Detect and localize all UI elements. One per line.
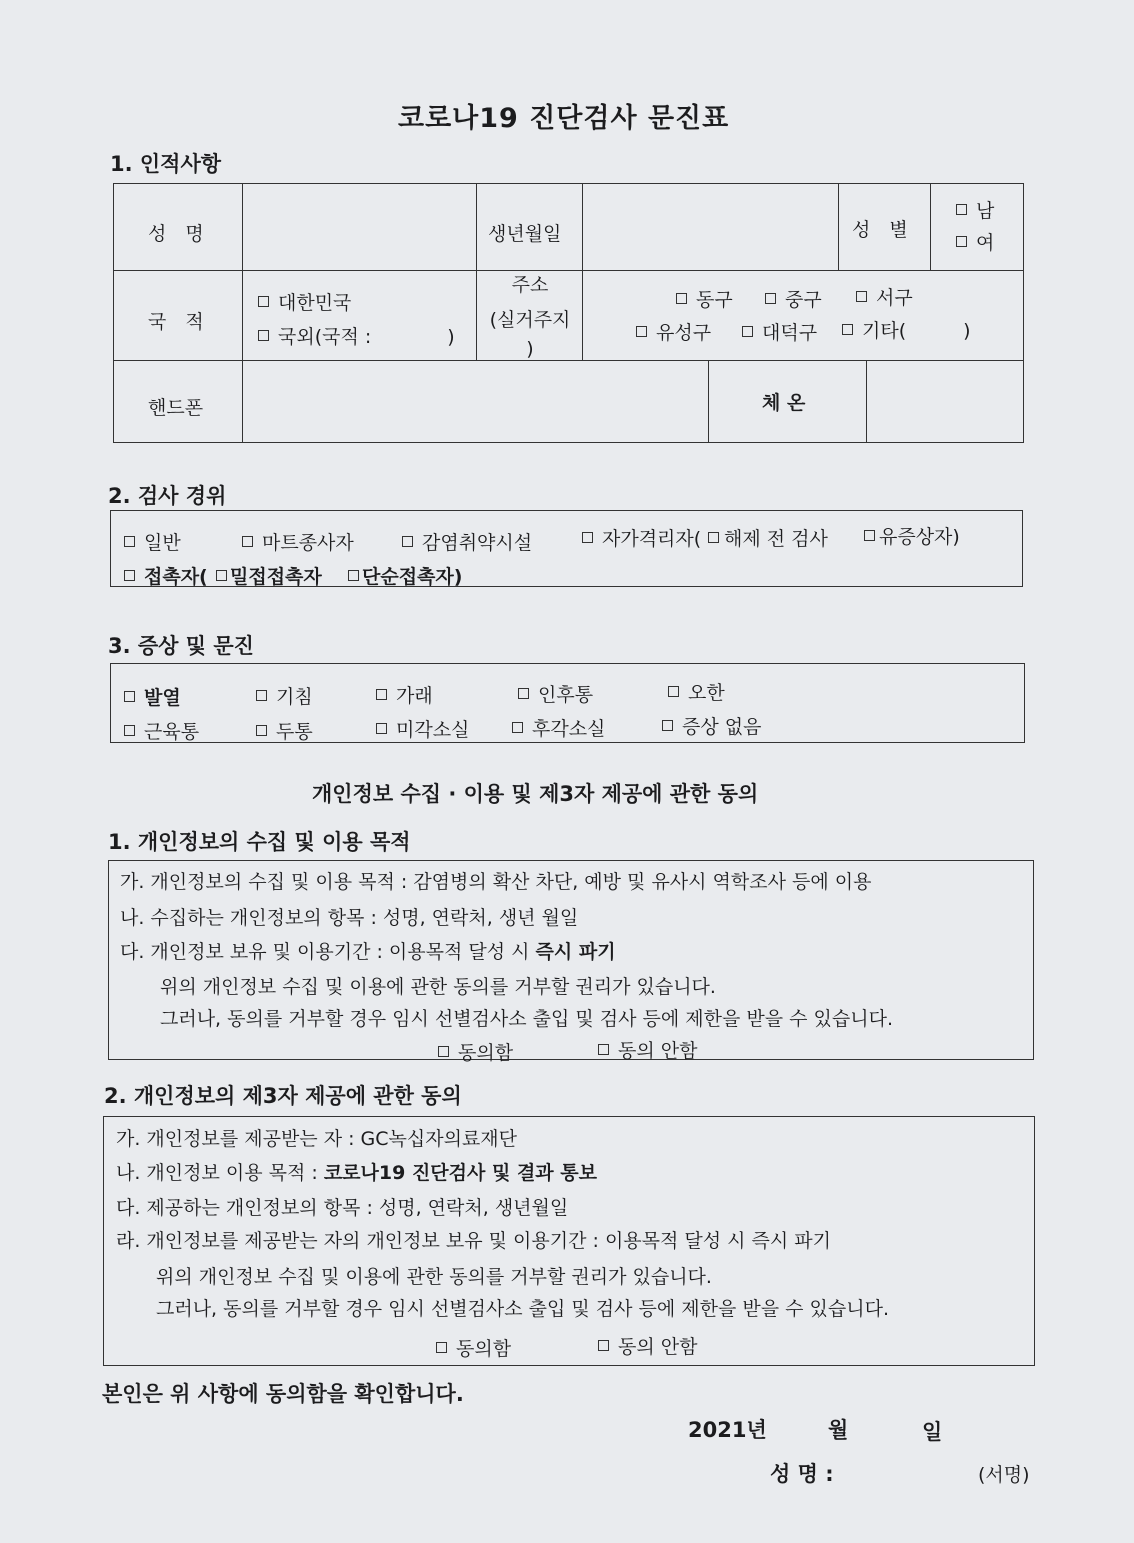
consent-p2-item-c: 다. 제공하는 개인정보의 항목 : 성명, 연락처, 생년월일 [116,1197,569,1219]
symptom-fever[interactable]: 발열 [124,683,181,710]
address-option-donggu[interactable]: 동구 [676,285,733,312]
reason-general[interactable]: 일반 [124,528,181,555]
name-label: 성 명 [148,223,204,245]
sex-label: 성 별 [852,219,908,241]
section-test-reason-heading: 2. 검사 경위 [108,484,227,508]
page-title: 코로나19 진단검사 문진표 [398,103,730,134]
consent-p1-note1: 위의 개인정보 수집 및 이용에 관한 동의를 거부할 권리가 있습니다. [160,976,716,998]
checkbox-icon [258,330,269,341]
consent-p2-heading: 2. 개인정보의 제3자 제공에 관한 동의 [104,1084,462,1108]
address-label-2: (실거주지 [489,309,571,331]
sign-year: 2021년 [688,1418,767,1442]
checkbox-icon [512,722,523,733]
address-option-yuseonggu[interactable]: 유성구 [636,318,711,345]
checkbox-icon [842,324,853,335]
checkbox-icon [402,536,413,547]
confirm-statement: 본인은 위 사항에 동의함을 확인합니다. [102,1382,464,1406]
temperature-label: 체 온 [762,392,806,414]
consent-p1-note2: 그러나, 동의를 거부할 경우 임시 선별검사소 출입 및 검사 등에 제한을 받을 수 있습니다. [160,1008,893,1030]
checkbox-icon [124,536,135,547]
consent-p2-note2: 그러나, 동의를 거부할 경우 임시 선별검사소 출입 및 검사 등에 제한을 받을 수 있습니다. [156,1298,889,1320]
reason-self-quarantine[interactable]: 자가격리자( [582,524,701,551]
checkbox-icon [956,204,967,215]
consent-p1-disagree[interactable]: 동의 안함 [598,1036,697,1063]
consent-p1-heading: 1. 개인정보의 수집 및 이용 목적 [108,830,411,854]
symptom-taste-loss[interactable]: 미각소실 [376,715,469,742]
sex-option-female[interactable]: 여 [956,228,994,255]
symptom-chills[interactable]: 오한 [668,678,725,705]
reason-contact[interactable]: 접촉자( [124,562,208,589]
consent-p2-item-b: 나. 개인정보 이용 목적 : 코로나19 진단검사 및 결과 통보 [116,1162,597,1184]
checkbox-icon [216,570,227,581]
address-option-junggu[interactable]: 중구 [765,285,822,312]
reason-simple-contact[interactable]: 단순접촉자) [348,562,462,589]
reason-symptomatic[interactable]: 유증상자) [864,522,960,549]
checkbox-icon [256,725,267,736]
checkbox-icon [668,686,679,697]
consent-p2-item-a: 가. 개인정보를 제공받는 자 : GC녹십자의료재단 [116,1128,518,1150]
consent-p1-agree[interactable]: 동의함 [438,1038,513,1065]
checkbox-icon [864,530,875,541]
consent-p1-item-b: 나. 수집하는 개인정보의 항목 : 성명, 연락처, 생년 월일 [120,907,579,929]
address-option-other[interactable]: 기타( ) [842,316,971,343]
birth-field[interactable] [590,192,830,264]
address-option-seogu[interactable]: 서구 [856,283,913,310]
symptom-phlegm[interactable]: 가래 [376,681,433,708]
reason-vulnerable-facility[interactable]: 감염취약시설 [402,528,532,555]
sign-name-field[interactable] [850,1452,970,1488]
checkbox-icon [708,532,719,543]
checkbox-icon [258,296,269,307]
section-personal-heading: 1. 인적사항 [110,152,222,176]
symptom-cough[interactable]: 기침 [256,682,313,709]
checkbox-icon [636,326,647,337]
sex-option-male[interactable]: 남 [956,196,994,223]
sign-month: 월 [828,1418,849,1442]
checkbox-icon [376,689,387,700]
reason-close-contact[interactable]: 밀접접촉자 [216,562,322,589]
phone-label: 핸드폰 [148,397,204,419]
consent-p2-note1: 위의 개인정보 수집 및 이용에 관한 동의를 거부할 권리가 있습니다. [156,1266,712,1288]
name-field[interactable] [250,192,470,264]
checkbox-icon [598,1340,609,1351]
symptom-headache[interactable]: 두통 [256,717,313,744]
checkbox-icon [438,1046,449,1057]
symptom-none[interactable]: 증상 없음 [662,712,761,739]
temperature-field[interactable] [874,368,1018,436]
reason-before-release[interactable]: 해제 전 검사 [708,524,828,551]
signature-mark: (서명) [978,1464,1030,1486]
checkbox-icon [956,236,967,247]
checkbox-icon [518,688,529,699]
checkbox-icon [124,691,135,702]
consent-p2-item-d: 라. 개인정보를 제공받는 자의 개인정보 보유 및 이용기간 : 이용목적 달성 시 즉시 파기 [116,1230,831,1252]
nation-option-foreign[interactable]: 국외(국적 : ) [258,322,455,349]
checkbox-icon [765,293,776,304]
consent-p1-item-a: 가. 개인정보의 수집 및 이용 목적 : 감염병의 확산 차단, 예방 및 유사시 역학조사 등에 이용 [120,871,872,893]
address-label-3: ) [526,338,534,360]
sign-name-label: 성 명 : [770,1462,834,1486]
phone-field[interactable] [250,368,700,436]
consent-p2-agree[interactable]: 동의함 [436,1334,511,1361]
checkbox-icon [256,690,267,701]
section-symptoms-heading: 3. 증상 및 문진 [108,634,254,658]
checkbox-icon [376,723,387,734]
checkbox-icon [856,291,867,302]
consent-title: 개인정보 수집 · 이용 및 제3자 제공에 관한 동의 [312,782,759,806]
address-label-1: 주소 [511,274,549,296]
checkbox-icon [582,532,593,543]
checkbox-icon [676,293,687,304]
nation-label: 국 적 [148,311,204,333]
symptom-sore-throat[interactable]: 인후통 [518,680,593,707]
consent-p2-disagree[interactable]: 동의 안함 [598,1332,697,1359]
checkbox-icon [124,570,135,581]
symptom-smell-loss[interactable]: 후각소실 [512,714,605,741]
checkbox-icon [124,725,135,736]
checkbox-icon [348,570,359,581]
checkbox-icon [598,1044,609,1055]
consent-p1-item-c: 다. 개인정보 보유 및 이용기간 : 이용목적 달성 시 즉시 파기 [120,941,616,963]
symptom-muscle-pain[interactable]: 근육통 [124,717,199,744]
nation-option-korea[interactable]: 대한민국 [258,288,351,315]
checkbox-icon [436,1342,447,1353]
address-option-daedeokgu[interactable]: 대덕구 [742,318,817,345]
reason-mart-worker[interactable]: 마트종사자 [242,528,354,555]
checkbox-icon [242,536,253,547]
checkbox-icon [742,326,753,337]
sign-day: 일 [922,1420,943,1444]
checkbox-icon [662,720,673,731]
birth-label: 생년월일 [488,223,562,245]
